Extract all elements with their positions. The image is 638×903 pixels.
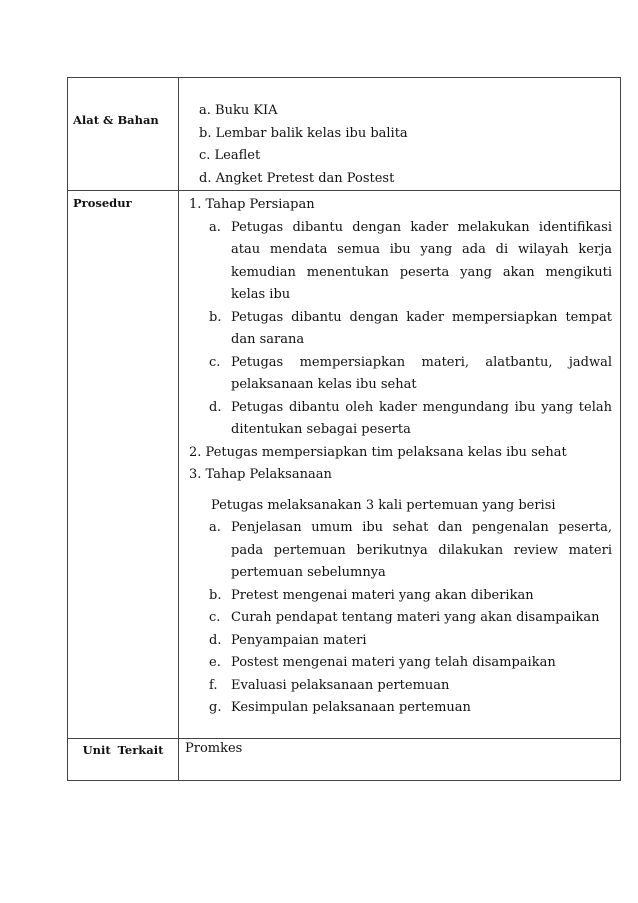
- item-marker: b.: [209, 309, 222, 325]
- item-text: Kesimpulan pelaksanaan pertemuan: [231, 700, 471, 715]
- item-text: Postest mengenai materi yang telah disampaikan: [231, 655, 556, 670]
- item-text: Pretest mengenai materi yang akan diberikan: [231, 587, 534, 603]
- item-marker: a.: [209, 219, 221, 235]
- step-1-title: 1. Tahap Persiapan: [189, 197, 315, 212]
- step-1-item: [189, 217, 612, 307]
- cell-alat-bahan-label: [68, 78, 179, 191]
- row-prosedur: [68, 191, 621, 739]
- step-3-item: [189, 697, 612, 720]
- cell-unit-terkait-label: [68, 739, 179, 781]
- item-marker: c.: [209, 354, 221, 370]
- prosedur-label: Prosedur: [73, 196, 132, 210]
- row-alat-bahan: [68, 78, 621, 191]
- item-marker: d.: [209, 399, 222, 415]
- procedure-table: [67, 77, 621, 781]
- unit-terkait-label: Unit Terkait: [82, 743, 164, 757]
- item-marker: g.: [209, 700, 222, 715]
- item-text: Petugas dibantu dengan kader melakukan identifikasi atau mendata semua ibu yang ada di wilayah kerja kemudian menentukan peserta yang akan mengikuti kelas ibu: [231, 219, 612, 302]
- step-2-title: 2. Petugas mempersiapkan tim pelaksana kelas ibu sehat: [189, 444, 567, 460]
- item-text: Penjelasan umum ibu sehat dan pengenalan peserta, pada pertemuan berikutnya dilakukan review materi pertemuan sebelumnya: [231, 520, 612, 580]
- step-1-item: [189, 307, 612, 352]
- step-3-intro: Petugas melaksanakan 3 kali pertemuan yang berisi: [211, 497, 556, 513]
- step-3-item: [189, 630, 612, 653]
- alat-item: a. Buku KIA: [199, 103, 278, 118]
- item-text: Petugas dibantu dengan kader mempersiapkan tempat dan sarana: [231, 309, 612, 347]
- step-3-title: 3. Tahap Pelaksanaan: [189, 467, 332, 482]
- item-text: Curah pendapat tentang materi yang akan disampaikan: [231, 610, 600, 625]
- prosedur-content: [179, 191, 620, 720]
- cell-prosedur-content: [179, 191, 621, 739]
- alat-item: b. Lembar balik kelas ibu balita: [199, 125, 408, 141]
- step-3-item: [189, 652, 612, 675]
- item-marker: a.: [209, 520, 221, 535]
- item-text: Evaluasi pelaksanaan pertemuan: [231, 677, 450, 693]
- item-text: Petugas dibantu oleh kader mengundang ibu yang telah ditentukan sebagai peserta: [231, 399, 612, 437]
- row-unit-terkait: [68, 739, 621, 781]
- cell-unit-terkait-value: [179, 739, 621, 781]
- item-marker: b.: [209, 587, 222, 603]
- step-1-item: [189, 352, 612, 397]
- step-3-item: [189, 585, 612, 608]
- cell-alat-bahan-content: [179, 78, 621, 191]
- alat-bahan-list: [179, 78, 620, 190]
- cell-prosedur-label: [68, 191, 179, 739]
- unit-terkait-value: Promkes: [185, 741, 243, 756]
- alat-item: d. Angket Pretest dan Postest: [199, 170, 395, 186]
- step-3-item: [189, 607, 612, 630]
- step-3-item: [189, 517, 612, 585]
- item-marker: f.: [209, 677, 218, 693]
- item-marker: c.: [209, 610, 221, 625]
- step-3-item: [189, 675, 612, 698]
- alat-bahan-label: Alat & Bahan: [73, 113, 159, 127]
- item-marker: d.: [209, 632, 222, 648]
- step-1-item: [189, 397, 612, 442]
- item-text: Penyampaian materi: [231, 632, 367, 648]
- item-text: Petugas mempersiapkan materi, alatbantu, jadwal pelaksanaan kelas ibu sehat: [231, 354, 612, 392]
- item-marker: e.: [209, 655, 221, 670]
- alat-item: c. Leaflet: [199, 148, 261, 163]
